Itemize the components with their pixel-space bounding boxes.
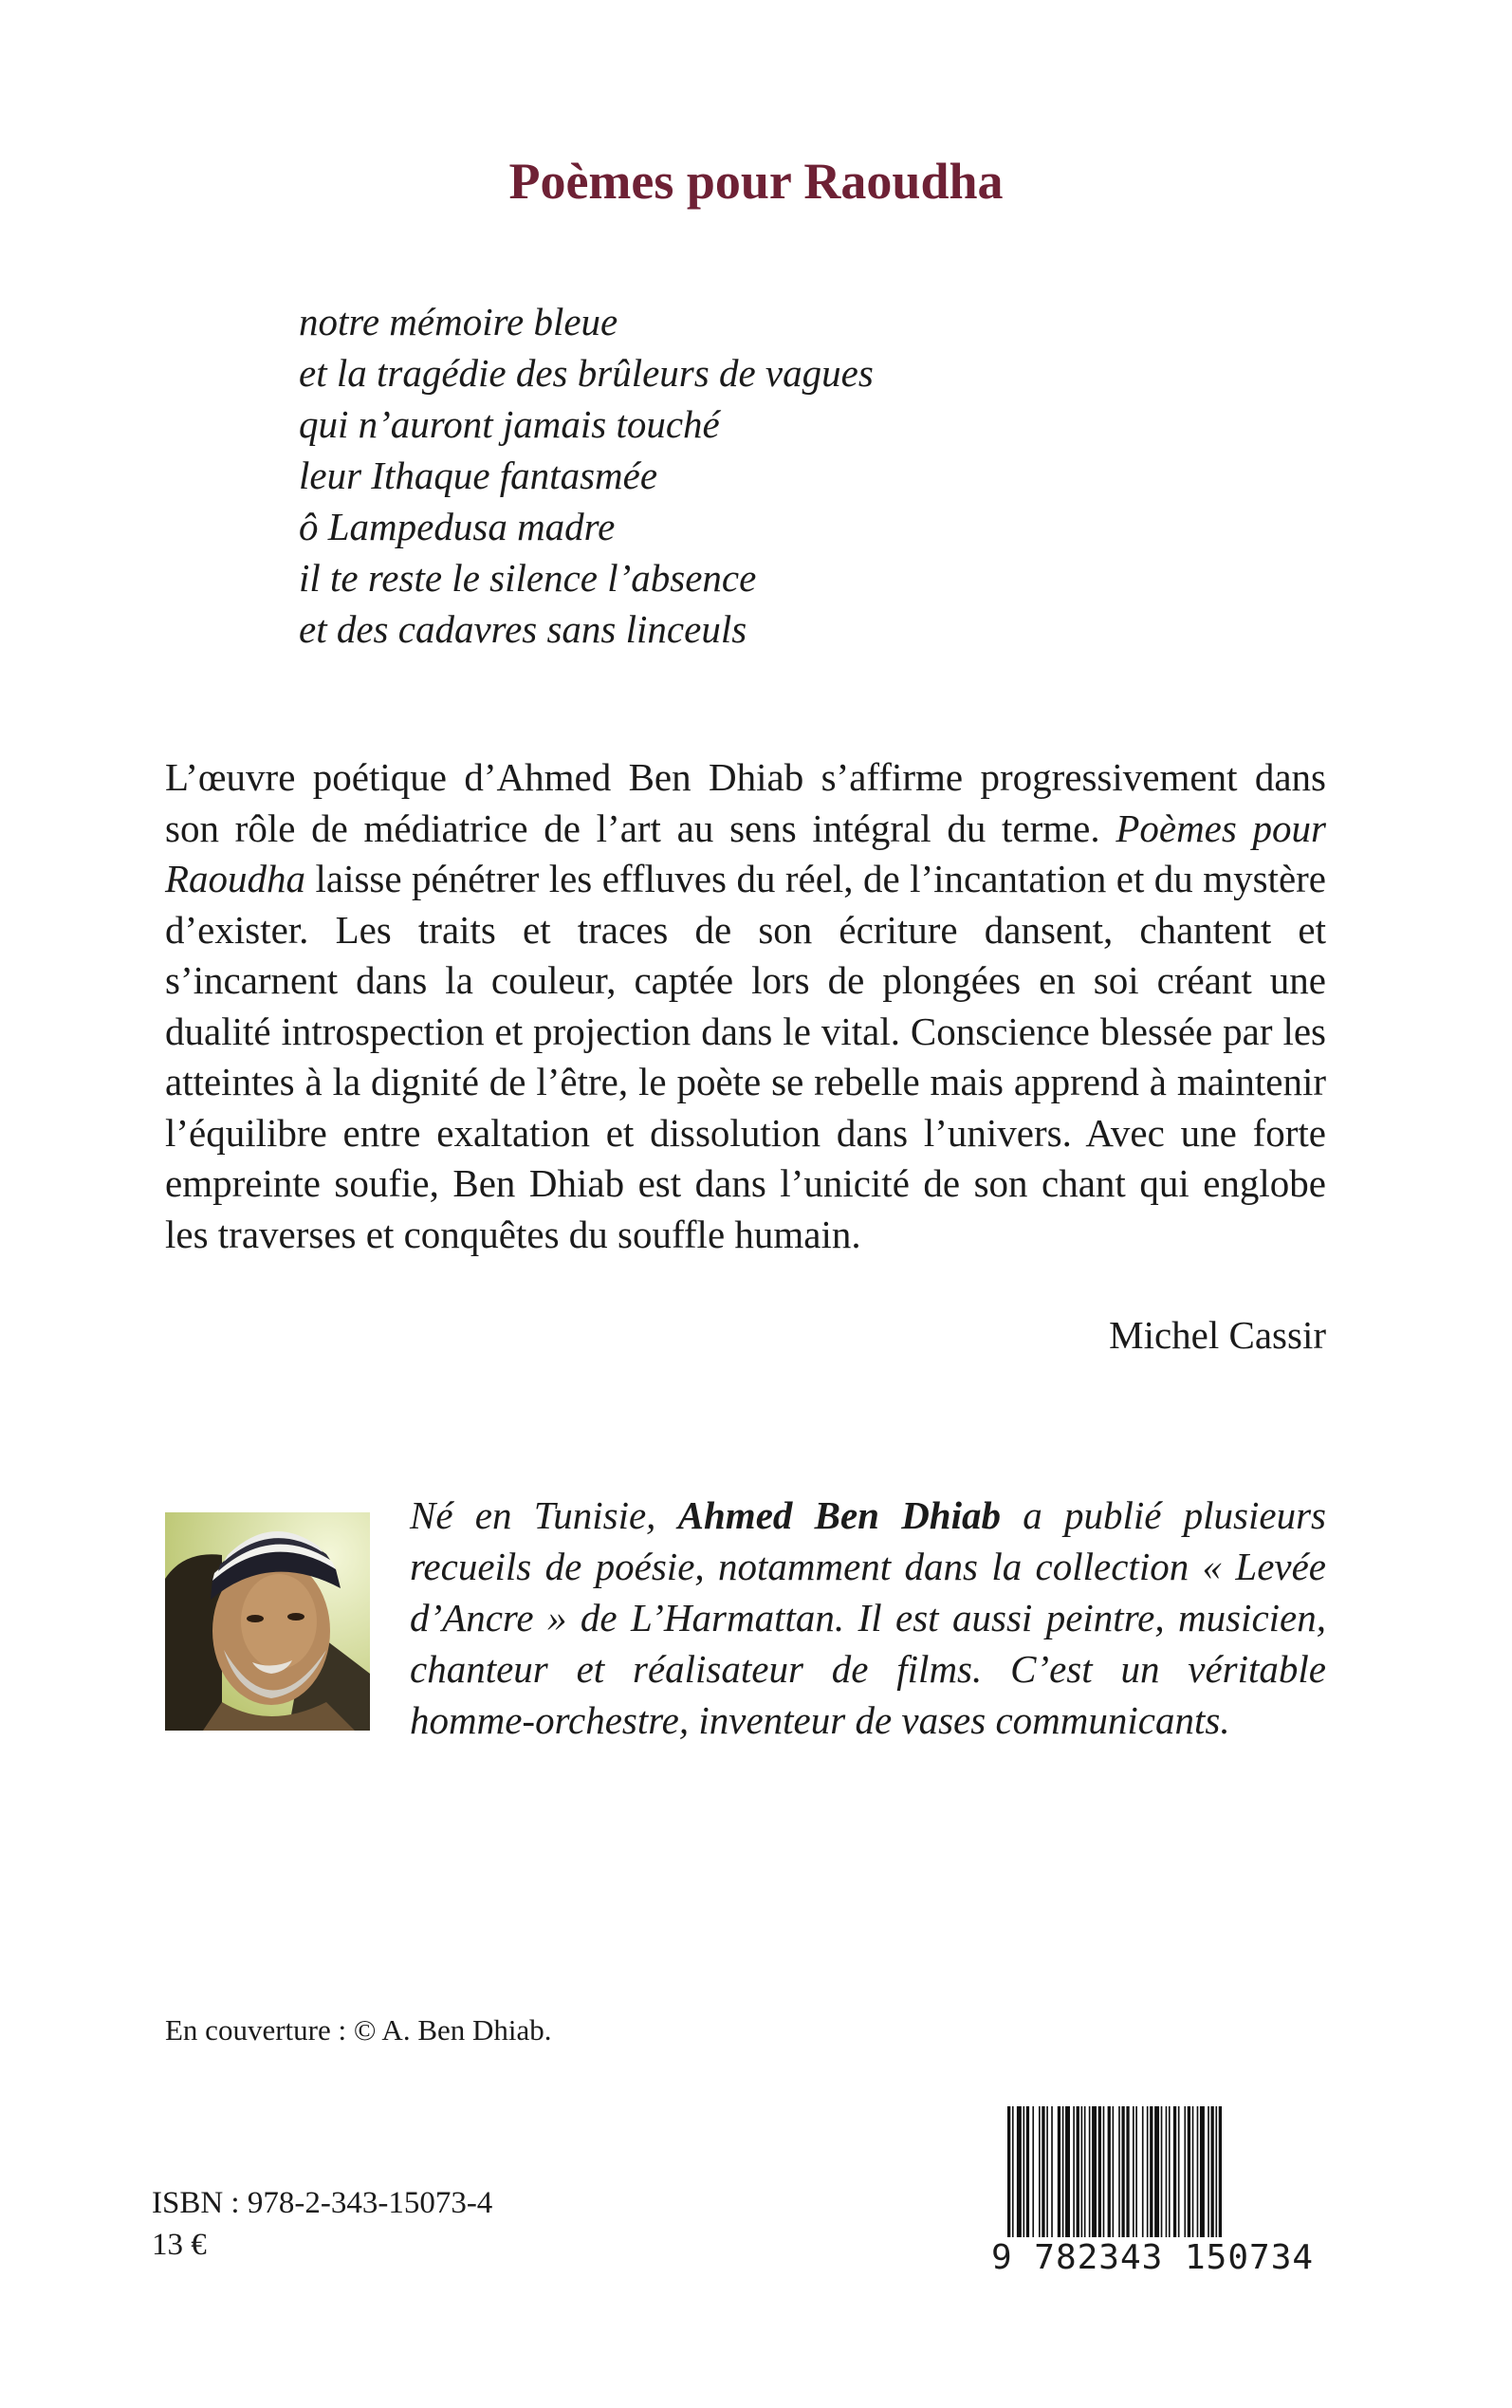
barcode-bar xyxy=(1169,2106,1171,2239)
barcode-bar xyxy=(1017,2106,1022,2239)
barcode-bar xyxy=(1142,2106,1144,2239)
bio-text: a publié plusieurs recueils de poésie, notamment dans la collection « Levée d’Ancre » de L’Harmattan. Il est aussi peintre, musicien, chanteur et réalisateur de films. C’est un véritable homme-orchestre, inventeur de vases communicants. xyxy=(410,1493,1327,1742)
poem-line: et la tragédie des brûleurs de vagues xyxy=(299,351,874,395)
review-text-part2: laisse pénétrer les effluves du réel, de l’incantation et du mystère d’exister. Les traits et traces de son écriture dansent, chantent et s’incarnent dans la couleur, captée lors de plongées en soi créant une dualité introspection et projection dans le vital. Conscience blessée par les atteintes à la dignité de l’être, le poète se rebelle mais apprend à maintenir l’équilibre entre exaltation et dissolution dans l’univers. Avec une forte empreinte soufie, Ben Dhiab est dans l’unicité de son chant qui englobe les traverses et conquêtes du souffle humain. xyxy=(165,857,1326,1256)
barcode-bar xyxy=(1073,2106,1075,2239)
barcode-bar xyxy=(1126,2106,1129,2239)
barcode-bar xyxy=(1058,2106,1060,2239)
barcode-bar xyxy=(1039,2106,1041,2239)
isbn-number: ISBN : 978-2-343-15073-4 xyxy=(152,2186,493,2220)
barcode-bar xyxy=(1065,2106,1070,2239)
barcode-bar xyxy=(1173,2106,1176,2239)
poem-line: ô Lampedusa madre xyxy=(299,505,616,548)
barcode-bar xyxy=(1032,2106,1034,2239)
poem-line: qui n’auront jamais touché xyxy=(299,402,720,446)
price: 13 € xyxy=(152,2228,207,2262)
poem-line: et des cadavres sans linceuls xyxy=(299,607,747,651)
barcode-bar xyxy=(1026,2106,1029,2239)
barcode-bar xyxy=(1081,2106,1083,2239)
review-book-title: Poèmes pour Raoudha xyxy=(165,806,1326,900)
barcode-bar xyxy=(1178,2106,1180,2239)
barcode-bar xyxy=(1154,2106,1159,2239)
barcode-digits: 9 782343 150734 xyxy=(986,2237,1318,2279)
barcode-bar xyxy=(1103,2106,1105,2239)
barcode-bar xyxy=(1192,2106,1194,2239)
barcode-bar xyxy=(1051,2106,1053,2239)
author-portrait-illustration xyxy=(165,1512,370,1731)
barcode-bar xyxy=(1062,2106,1064,2239)
barcode-bar xyxy=(1023,2106,1025,2239)
author-photo xyxy=(165,1512,370,1731)
bio-prefix: Né en Tunisie, xyxy=(410,1493,678,1537)
barcode-bar xyxy=(1084,2106,1086,2239)
barcode-bar xyxy=(1188,2106,1190,2239)
barcode-bar xyxy=(1197,2106,1199,2239)
poem-line: leur Ithaque fantasmée xyxy=(299,454,658,497)
barcode-bar xyxy=(1166,2106,1168,2239)
bio-author-name: Ahmed Ben Dhiab xyxy=(677,1493,1001,1537)
barcode-bar xyxy=(1147,2106,1149,2239)
barcode-bar xyxy=(1161,2106,1163,2239)
poem-line: notre mémoire bleue xyxy=(299,300,618,343)
barcode-bar xyxy=(1208,2106,1209,2239)
barcode-bar xyxy=(1135,2106,1137,2239)
review-text-part1: L’œuvre poétique d’Ahmed Ben Dhiab s’affirme progressivement dans son rôle de médiatrice de l’art au sens intégral du terme. xyxy=(165,755,1326,850)
barcode-bar xyxy=(1046,2106,1048,2239)
cover-credit: En couverture : © A. Ben Dhiab. xyxy=(165,2013,552,2047)
barcode-bar xyxy=(1089,2106,1091,2239)
review-signature: Michel Cassir xyxy=(1109,1313,1326,1357)
barcode-bar xyxy=(1133,2106,1134,2239)
barcode-bar xyxy=(1200,2106,1205,2239)
barcode-bar xyxy=(1184,2106,1186,2239)
barcode-bar xyxy=(1098,2106,1101,2239)
author-bio xyxy=(410,1490,1326,1746)
poem-line: il te reste le silence l’absence xyxy=(299,556,757,600)
barcode-bar xyxy=(1150,2106,1152,2239)
barcode-bar xyxy=(1092,2106,1097,2239)
barcode-bar xyxy=(1042,2106,1044,2239)
isbn-block xyxy=(152,2182,492,2266)
book-title: Poèmes pour Raoudha xyxy=(508,153,1004,210)
barcode-bar xyxy=(1108,2106,1111,2239)
barcode-bar xyxy=(1113,2106,1115,2239)
poem-excerpt xyxy=(299,296,874,655)
review-paragraph xyxy=(165,752,1326,1260)
barcode-bar xyxy=(1211,2106,1214,2239)
barcode-bar xyxy=(1077,2106,1079,2239)
